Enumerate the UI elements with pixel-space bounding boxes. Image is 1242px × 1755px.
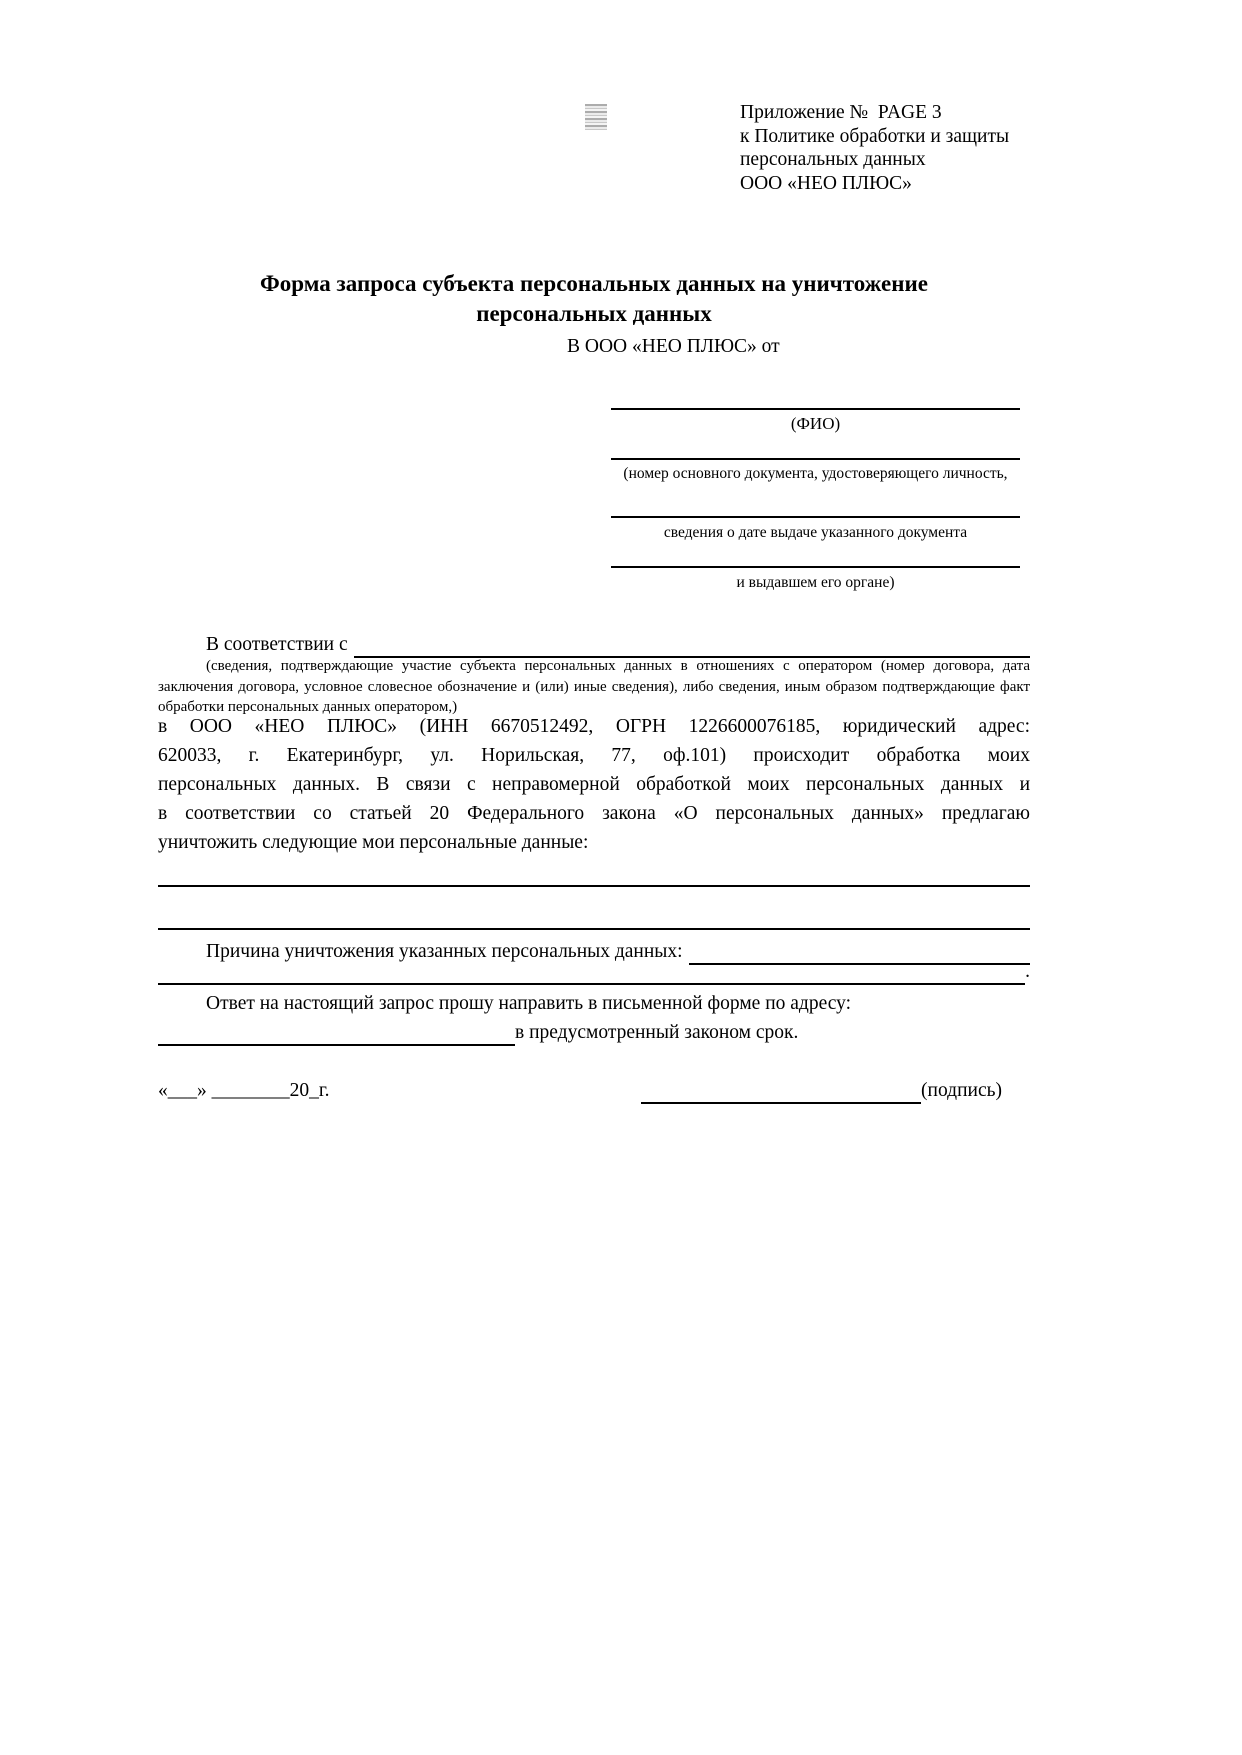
appendix-header-line-3: персональных данных <box>740 149 926 170</box>
document-title <box>158 269 1030 329</box>
main-paragraph-line-2: 620033, г. Екатеринбург, ул. Норильская, 77, оф.101) происходит обработка моих <box>158 745 1030 766</box>
fio-caption: (ФИО) <box>790 414 841 433</box>
signature-caption: (подпись) <box>921 1080 1002 1101</box>
main-paragraph <box>158 712 1030 857</box>
reason-line-period: . <box>1025 961 1030 982</box>
document-title-line-1: Форма запроса субъекта персональных данных на уничтожение <box>260 271 928 296</box>
reason-blank-field-2[interactable] <box>158 961 1025 985</box>
data-to-destroy-blank-line-1[interactable] <box>158 857 1030 887</box>
accordance-note-line-2: заключения договора, условное словесное обозначение и (или) иные сведения), либо сведения, иным образом подтверждающие факт <box>158 678 1030 695</box>
document-number-blank-field[interactable] <box>611 431 1020 460</box>
issue-date-caption: сведения о дате выдаче указанного документа <box>663 524 968 541</box>
appendix-header-line-4: ООО «НЕО ПЛЮС» <box>740 172 912 194</box>
issuing-authority-blank-field[interactable] <box>611 539 1020 568</box>
main-paragraph-line-5: уничтожить следующие мои персональные данные: <box>158 832 589 853</box>
response-suffix: в предусмотренный законом срок. <box>515 1022 799 1043</box>
date-signature-row <box>158 1078 1030 1104</box>
main-paragraph-line-4: в соответствии со статьей 20 Федерального закона «О персональных данных» предлагаю <box>158 803 1030 824</box>
document-number-caption: (номер основного документа, удостоверяющего личность, <box>623 465 1008 482</box>
accordance-note-line-1: (сведения, подтверждающие участие субъекта персональных данных в отношениях с оператором (номер договора, дата <box>206 658 1030 674</box>
issue-date-blank-field[interactable] <box>611 489 1020 518</box>
embedded-object-thumbnail-icon <box>585 104 607 130</box>
data-to-destroy-blank-line-2[interactable] <box>158 900 1030 930</box>
date-blank-field[interactable]: «___» ________20_г. <box>158 1080 330 1101</box>
accordance-note-line-3: обработки персональных данных оператором,) <box>158 699 458 715</box>
main-paragraph-line-1: в ООО «НЕО ПЛЮС» (ИНН 6670512492, ОГРН 1226600076185, юридический адрес: <box>158 716 1030 737</box>
address-blank-field[interactable] <box>158 1022 515 1046</box>
appendix-header-line-1: Приложение № PAGE 3 <box>740 102 942 123</box>
signature-blank-field[interactable] <box>641 1080 921 1104</box>
reason-continuation-row <box>158 958 1030 985</box>
appendix-header-line-2: к Политике обработки и защиты <box>740 125 1010 147</box>
appendix-header <box>740 101 1040 195</box>
reason-label: Причина уничтожения указанных персональных данных: <box>206 941 683 962</box>
response-address-row <box>158 1019 1030 1046</box>
main-paragraph-line-3: персональных данных. В связи с неправомерной обработкой моих персональных данных и <box>158 774 1030 795</box>
fio-blank-field[interactable] <box>611 381 1020 410</box>
issuing-authority-caption: и выдавшем его органе) <box>736 574 895 591</box>
accordance-blank-field[interactable] <box>354 634 1030 658</box>
document-title-line-2: персональных данных <box>476 301 712 326</box>
accordance-prefix: В соответствии с <box>206 634 348 655</box>
accordance-note <box>158 656 1030 718</box>
accordance-row <box>158 632 1030 658</box>
signature-group <box>641 1078 1002 1104</box>
addressee-line: В ООО «НЕО ПЛЮС» от <box>567 336 780 357</box>
response-request-line: Ответ на настоящий запрос прошу направить в письменной форме по адресу: <box>206 993 852 1014</box>
